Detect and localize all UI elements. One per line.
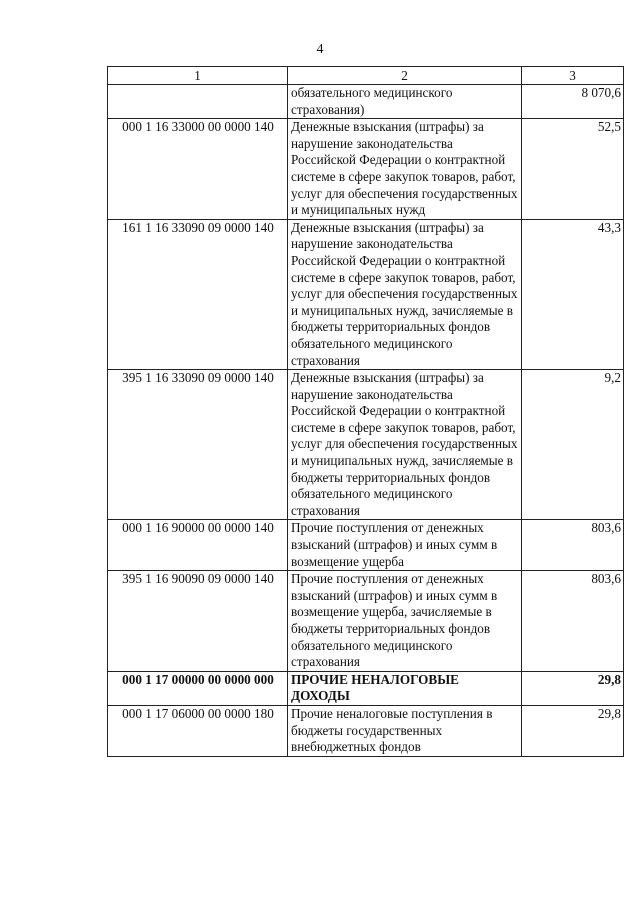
table-row [108,119,624,220]
amount-cell: 803,6 [522,520,624,571]
column-header-code: 1 [108,67,288,85]
table-header-row [108,67,624,85]
column-header-name: 2 [288,67,522,85]
revenue-name-cell: Денежные взыскания (штрафы) за нарушение законодательства Российской Федерации о контрактной системе в сфере закупок товаров, работ, услуг для обеспечения государственных и муниципальных нужд, зачисляемые в бюджеты территориальных фондов обязательного медицинского страхования [288,370,522,520]
amount-cell: 43,3 [522,219,624,369]
amount-cell: 29,8 [522,705,624,756]
table-row-total [108,671,624,705]
revenue-name-cell: ПРОЧИЕ НЕНАЛОГОВЫЕ ДОХОДЫ [288,671,522,705]
table-row [108,370,624,520]
revenue-name-cell: Денежные взыскания (штрафы) за нарушение законодательства Российской Федерации о контрактной системе в сфере закупок товаров, работ, услуг для обеспечения государственных и муниципальных нужд, зачисляемые в бюджеты территориальных фондов обязательного медицинского страхования [288,219,522,369]
revenue-code-cell: 000 1 16 90000 00 0000 140 [108,520,288,571]
revenue-name-cell: Денежные взыскания (штрафы) за нарушение законодательства Российской Федерации о контрактной системе в сфере закупок товаров, работ, услуг для обеспечения государственных и муниципальных нужд [288,119,522,220]
amount-cell: 52,5 [522,119,624,220]
revenue-name-cell: Прочие неналоговые поступления в бюджеты государственных внебюджетных фондов [288,705,522,756]
budget-revenue-table [107,66,624,757]
table-row [108,85,624,119]
amount-cell: 803,6 [522,571,624,672]
revenue-name-cell: обязательного медицинского страхования) [288,85,522,119]
revenue-code-cell [108,85,288,119]
amount-cell: 9,2 [522,370,624,520]
table-row [108,705,624,756]
column-header-amount: 3 [522,67,624,85]
table-row [108,520,624,571]
revenue-name-cell: Прочие поступления от денежных взысканий (штрафов) и иных сумм в возмещение ущерба, зачисляемые в бюджеты территориальных фондов обязательного медицинского страхования [288,571,522,672]
revenue-code-cell: 000 1 17 00000 00 0000 000 [108,671,288,705]
revenue-code-cell: 395 1 16 33090 09 0000 140 [108,370,288,520]
page-number: 4 [316,42,324,57]
amount-cell: 29,8 [522,671,624,705]
revenue-name-cell: Прочие поступления от денежных взысканий (штрафов) и иных сумм в возмещение ущерба [288,520,522,571]
revenue-code-cell: 395 1 16 90090 09 0000 140 [108,571,288,672]
revenue-code-cell: 000 1 17 06000 00 0000 180 [108,705,288,756]
revenue-code-cell: 000 1 16 33000 00 0000 140 [108,119,288,220]
table-row [108,571,624,672]
table-row [108,219,624,369]
amount-cell: 8 070,6 [522,85,624,119]
revenue-code-cell: 161 1 16 33090 09 0000 140 [108,219,288,369]
